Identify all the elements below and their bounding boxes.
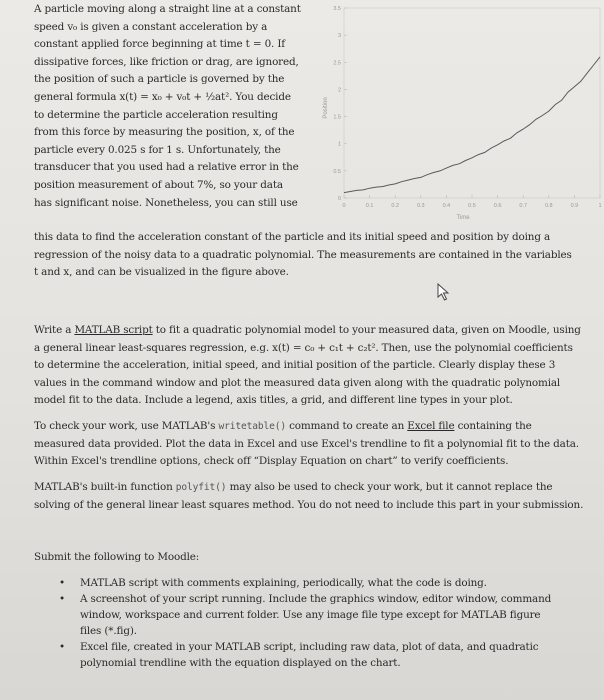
submit-heading: Submit the following to Moodle: [34,551,200,563]
chart-frame [344,8,600,198]
chart-x-tick-label: 0.9 [570,203,579,209]
chart-x-tick-label: 0.8 [544,203,553,209]
task-line: model fit to the data. Include a legend, axis titles, a grid, and different line types in your plot. [34,394,513,407]
mouse-cursor-icon [437,283,451,301]
list-item [55,639,585,671]
check-post: containing the [454,420,532,432]
chart-x-tick-label: 0.5 [468,203,476,209]
check-paragraph [34,418,594,471]
list-item-line: MATLAB script with comments explaining, periodically, what the code is doing. [80,577,487,589]
intro-line: regression of the noisy data to a quadratic polynomial. The measurements are contained in the variables [34,248,572,261]
chart-x-tick-label: 0.3 [416,203,425,209]
polyfit-line: solving of the general linear least squares method. You do not need to include this part in your submission. [34,498,584,511]
chart-x-tick-label: 0.4 [442,203,451,209]
intro-line: transducer that you used had a relative error in the [34,161,299,174]
chart-y-tick-label: 0.5 [333,168,341,175]
chart-x-tick-label: 0 [342,203,346,209]
chart-x-tick-label: 0.1 [365,203,374,209]
list-item-line: Excel file, created in your MATLAB script, including raw data, plot of data, and quadratic [80,641,539,653]
list-item-line: polynomial trendline with the equation displayed on the chart. [80,657,401,669]
matlab-script-link[interactable]: MATLAB script [74,324,153,336]
polyfit-pre: MATLAB's built-in function [34,481,176,493]
chart-y-axis-label: Position [323,97,329,119]
chart-series-line [344,57,600,193]
check-line [34,418,594,436]
task-paragraph [34,322,594,410]
submit-list [55,575,585,671]
chart-y-tick-label: 0 [337,196,341,202]
chart-y-tick-label: 3.5 [333,6,341,12]
list-item-line: A screenshot of your script running. Include the graphics window, editor window, command [80,593,552,605]
chart-svg [318,0,602,222]
chart-y-tick-label: 2.5 [333,60,341,67]
intro-line: particle every 0.025 s for 1 s. Unfortunately, the [34,143,281,156]
bullet-icon: • [59,593,65,605]
chart-y-tick-label: 2 [337,87,341,94]
intro-continuation [34,229,594,282]
intro-line: this data to find the acceleration constant of the particle and its initial speed and position by doing a [34,231,551,243]
check-line: measured data provided. Plot the data in Excel and use Excel's trendline to fit a polynomial fit to the data. [34,437,579,450]
list-item-line: files (*.fig). [80,625,137,637]
chart-x-tick-label: 0.7 [519,203,528,209]
intro-line: dissipative forces, like friction or drag, are ignored, [34,55,299,68]
check-line: Within Excel's trendline options, check off “Display Equation on chart” to verify coefficients. [34,455,509,468]
polyfit-paragraph [34,479,594,514]
chart-x-tick-label: 0.6 [493,203,502,209]
intro-line: t and x, and can be visualized in the figure above. [34,266,289,279]
list-item [55,591,585,639]
bullet-icon: • [59,641,65,653]
polyfit-line [34,479,594,497]
position-time-chart [318,0,602,222]
excel-file-link[interactable]: Excel file [407,420,455,432]
intro-line: the position of such a particle is governed by the [34,73,285,86]
intro-line: speed v₀ is given a constant acceleration by a [34,20,268,33]
intro-line: to determine the particle acceleration resulting [34,108,278,121]
check-mid: command to create an [285,420,408,432]
bullet-icon: • [59,577,65,589]
polyfit-code: polyfit() [175,482,227,493]
list-item [55,575,585,591]
check-pre: To check your work, use MATLAB's [34,420,219,432]
list-item-line: window, workspace and current folder. Use any image file type except for MATLAB figure [80,609,541,621]
chart-x-axis-label: Time [456,215,470,221]
task-lead: Write a [34,324,75,336]
intro-line: from this force by measuring the position, x, of the [34,126,295,139]
polyfit-post: may also be used to check your work, but it cannot replace the [226,481,553,493]
chart-y-tick-label: 1 [337,141,341,148]
intro-line: has significant noise. Nonetheless, you can still use [34,196,298,209]
chart-x-tick-label: 1 [598,203,602,209]
task-line [34,322,594,340]
chart-y-tick-label: 3 [337,33,341,40]
intro-paragraph [34,1,302,212]
intro-line: position measurement of about 7%, so your data [34,178,283,191]
task-line: a general linear least-squares regression, e.g. x(t) = c₀ + c₁t + c₂t². Then, use the polynomial coefficients [34,341,573,354]
writetable-code: writetable() [218,421,286,432]
intro-line: constant applied force beginning at time t = 0. If [34,38,285,51]
chart-y-tick-label: 1.5 [333,114,341,121]
task-line-text: to fit a quadratic polynomial model to your measured data, given on Moodle, using [152,324,581,336]
task-line: values in the command window and plot the measured data given along with the quadratic polynomial [34,376,561,389]
chart-x-tick-label: 0.2 [391,203,400,209]
task-line: to determine the acceleration, initial speed, and initial position of the particle. Clearly display these 3 [34,359,556,372]
intro-line: general formula x(t) = x₀ + v₀t + ½at². You decide [34,90,291,103]
intro-line: A particle moving along a straight line at a constant [34,3,301,15]
